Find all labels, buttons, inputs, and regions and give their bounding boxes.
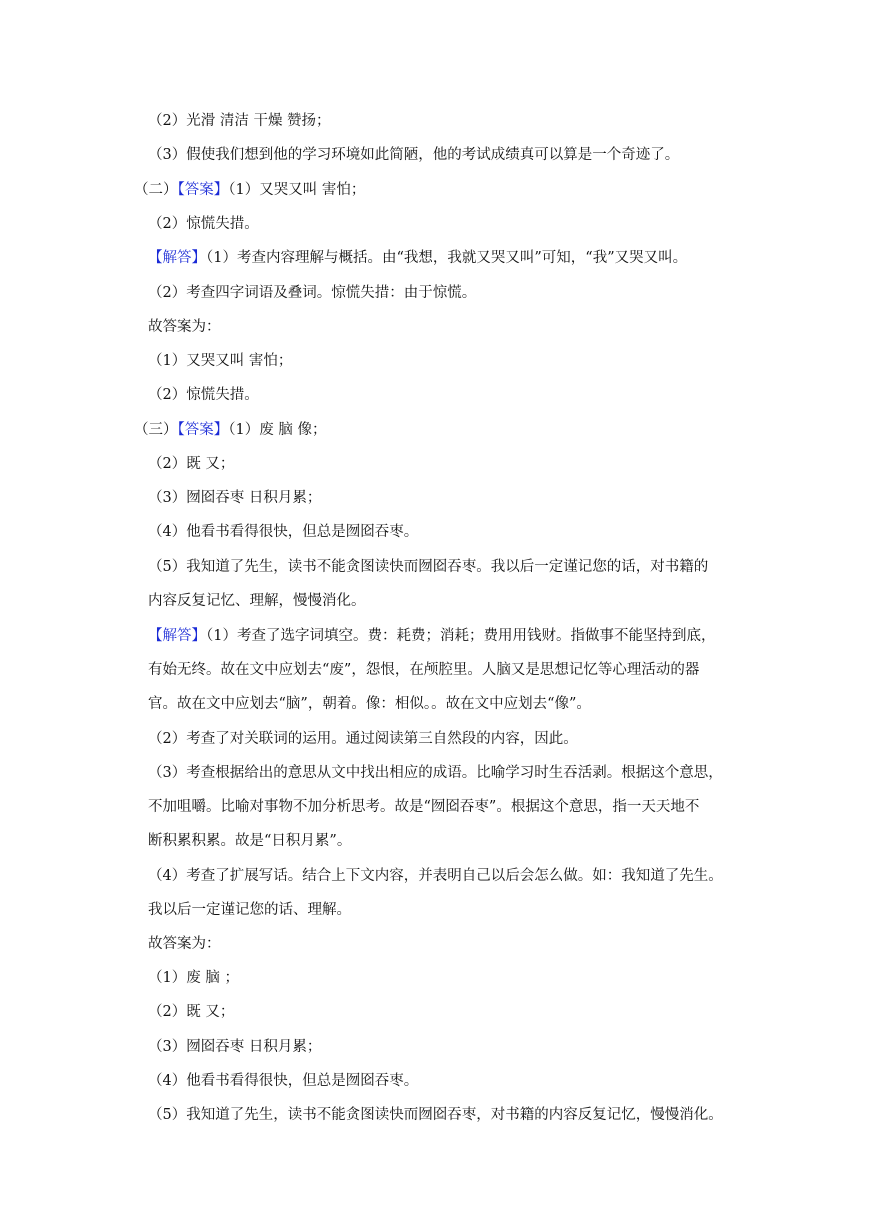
text-line: 不加咀嚼。比喻对事物不加分析思考。故是“囫囵吞枣”。根据这个意思，指一天天地不 — [148, 799, 700, 815]
analysis-text: （1）考查了选字词填空。费：耗费；消耗；费用用钱财。指做事不能坚持到底， — [206, 628, 716, 644]
text-line: 故答案为： — [148, 319, 221, 335]
text-line: （5）我知道了先生，读书不能贪图读快而囫囵吞枣，对书籍的内容反复记忆，慢慢消化。 — [148, 1107, 723, 1123]
answer-text: （1）废 脑 像； — [228, 422, 327, 438]
text-line: （2）既 又； — [148, 1004, 235, 1020]
text-line: （3）囫囵吞枣 日积月累； — [148, 1039, 322, 1055]
text-line: 官。故在文中应划去“脑”，朝着。像：相似。。故在文中应划去“像”。 — [148, 696, 591, 712]
answer-tag: 【答案】 — [177, 182, 229, 198]
answer-tag: 【答案】 — [177, 422, 229, 438]
text-line: （4）他看书看得很快，但总是囫囵吞枣。 — [148, 524, 419, 540]
text-line: （2）惊慌失措。 — [148, 387, 259, 403]
text-line: （2）既 又； — [148, 456, 235, 472]
text-line: 断积累积累。故是“日积月累”。 — [148, 833, 352, 849]
text-line: （2）考查了对关联词的运用。通过阅读第三自然段的内容，因此。 — [148, 731, 578, 747]
text-line: 故答案为： — [148, 936, 221, 952]
analysis-line — [148, 248, 687, 268]
text-line: 有始无终。故在文中应划去“废”，怨恨，在颅腔里。人脑又是思想记忆等心理活动的器 — [148, 662, 700, 678]
text-line: （5）我知道了先生，读书不能贪图读快而囫囵吞枣。我以后一定谨记您的话，对书籍的 — [148, 559, 709, 575]
text-line: （1）废 脑 ； — [148, 970, 239, 986]
section-number: （二） — [134, 182, 178, 198]
text-line: （2）光滑 清洁 干燥 赞扬； — [148, 113, 331, 129]
text-line: （4）他看书看得很快，但总是囫囵吞枣。 — [148, 1073, 419, 1089]
text-line: （3）考查根据给出的意思从文中找出相应的成语。比喻学习时生吞活剥。根据这个意思， — [148, 765, 723, 781]
analysis-line — [148, 626, 715, 646]
text-line: （2）考查四字词语及叠词。惊慌失措：由于惊慌。 — [148, 285, 477, 301]
analysis-text: （1）考查内容理解与概括。由“我想，我就又哭又叫”可知，“我”又哭又叫。 — [206, 250, 688, 266]
section-number: （三） — [134, 422, 178, 438]
text-line: （3）假使我们想到他的学习环境如此简陋，他的考试成绩真可以算是一个奇迹了。 — [148, 147, 680, 163]
answer-line — [134, 420, 326, 440]
text-line: （3）囫囵吞枣 日积月累； — [148, 490, 322, 506]
text-line: 内容反复记忆、理解，慢慢消化。 — [148, 593, 366, 609]
answer-line — [134, 180, 365, 200]
analysis-tag: 【解答】 — [148, 628, 206, 644]
text-line: （4）考查了扩展写话。结合上下文内容，并表明自己以后会怎么做。如：我知道了先生。 — [148, 868, 723, 884]
analysis-tag: 【解答】 — [148, 250, 206, 266]
text-line: 我以后一定谨记您的话、理解。 — [148, 902, 351, 918]
text-line: （1）又哭又叫 害怕； — [148, 353, 293, 369]
text-line: （2）惊慌失措。 — [148, 216, 259, 232]
answer-text: （1）又哭又叫 害怕； — [228, 182, 366, 198]
